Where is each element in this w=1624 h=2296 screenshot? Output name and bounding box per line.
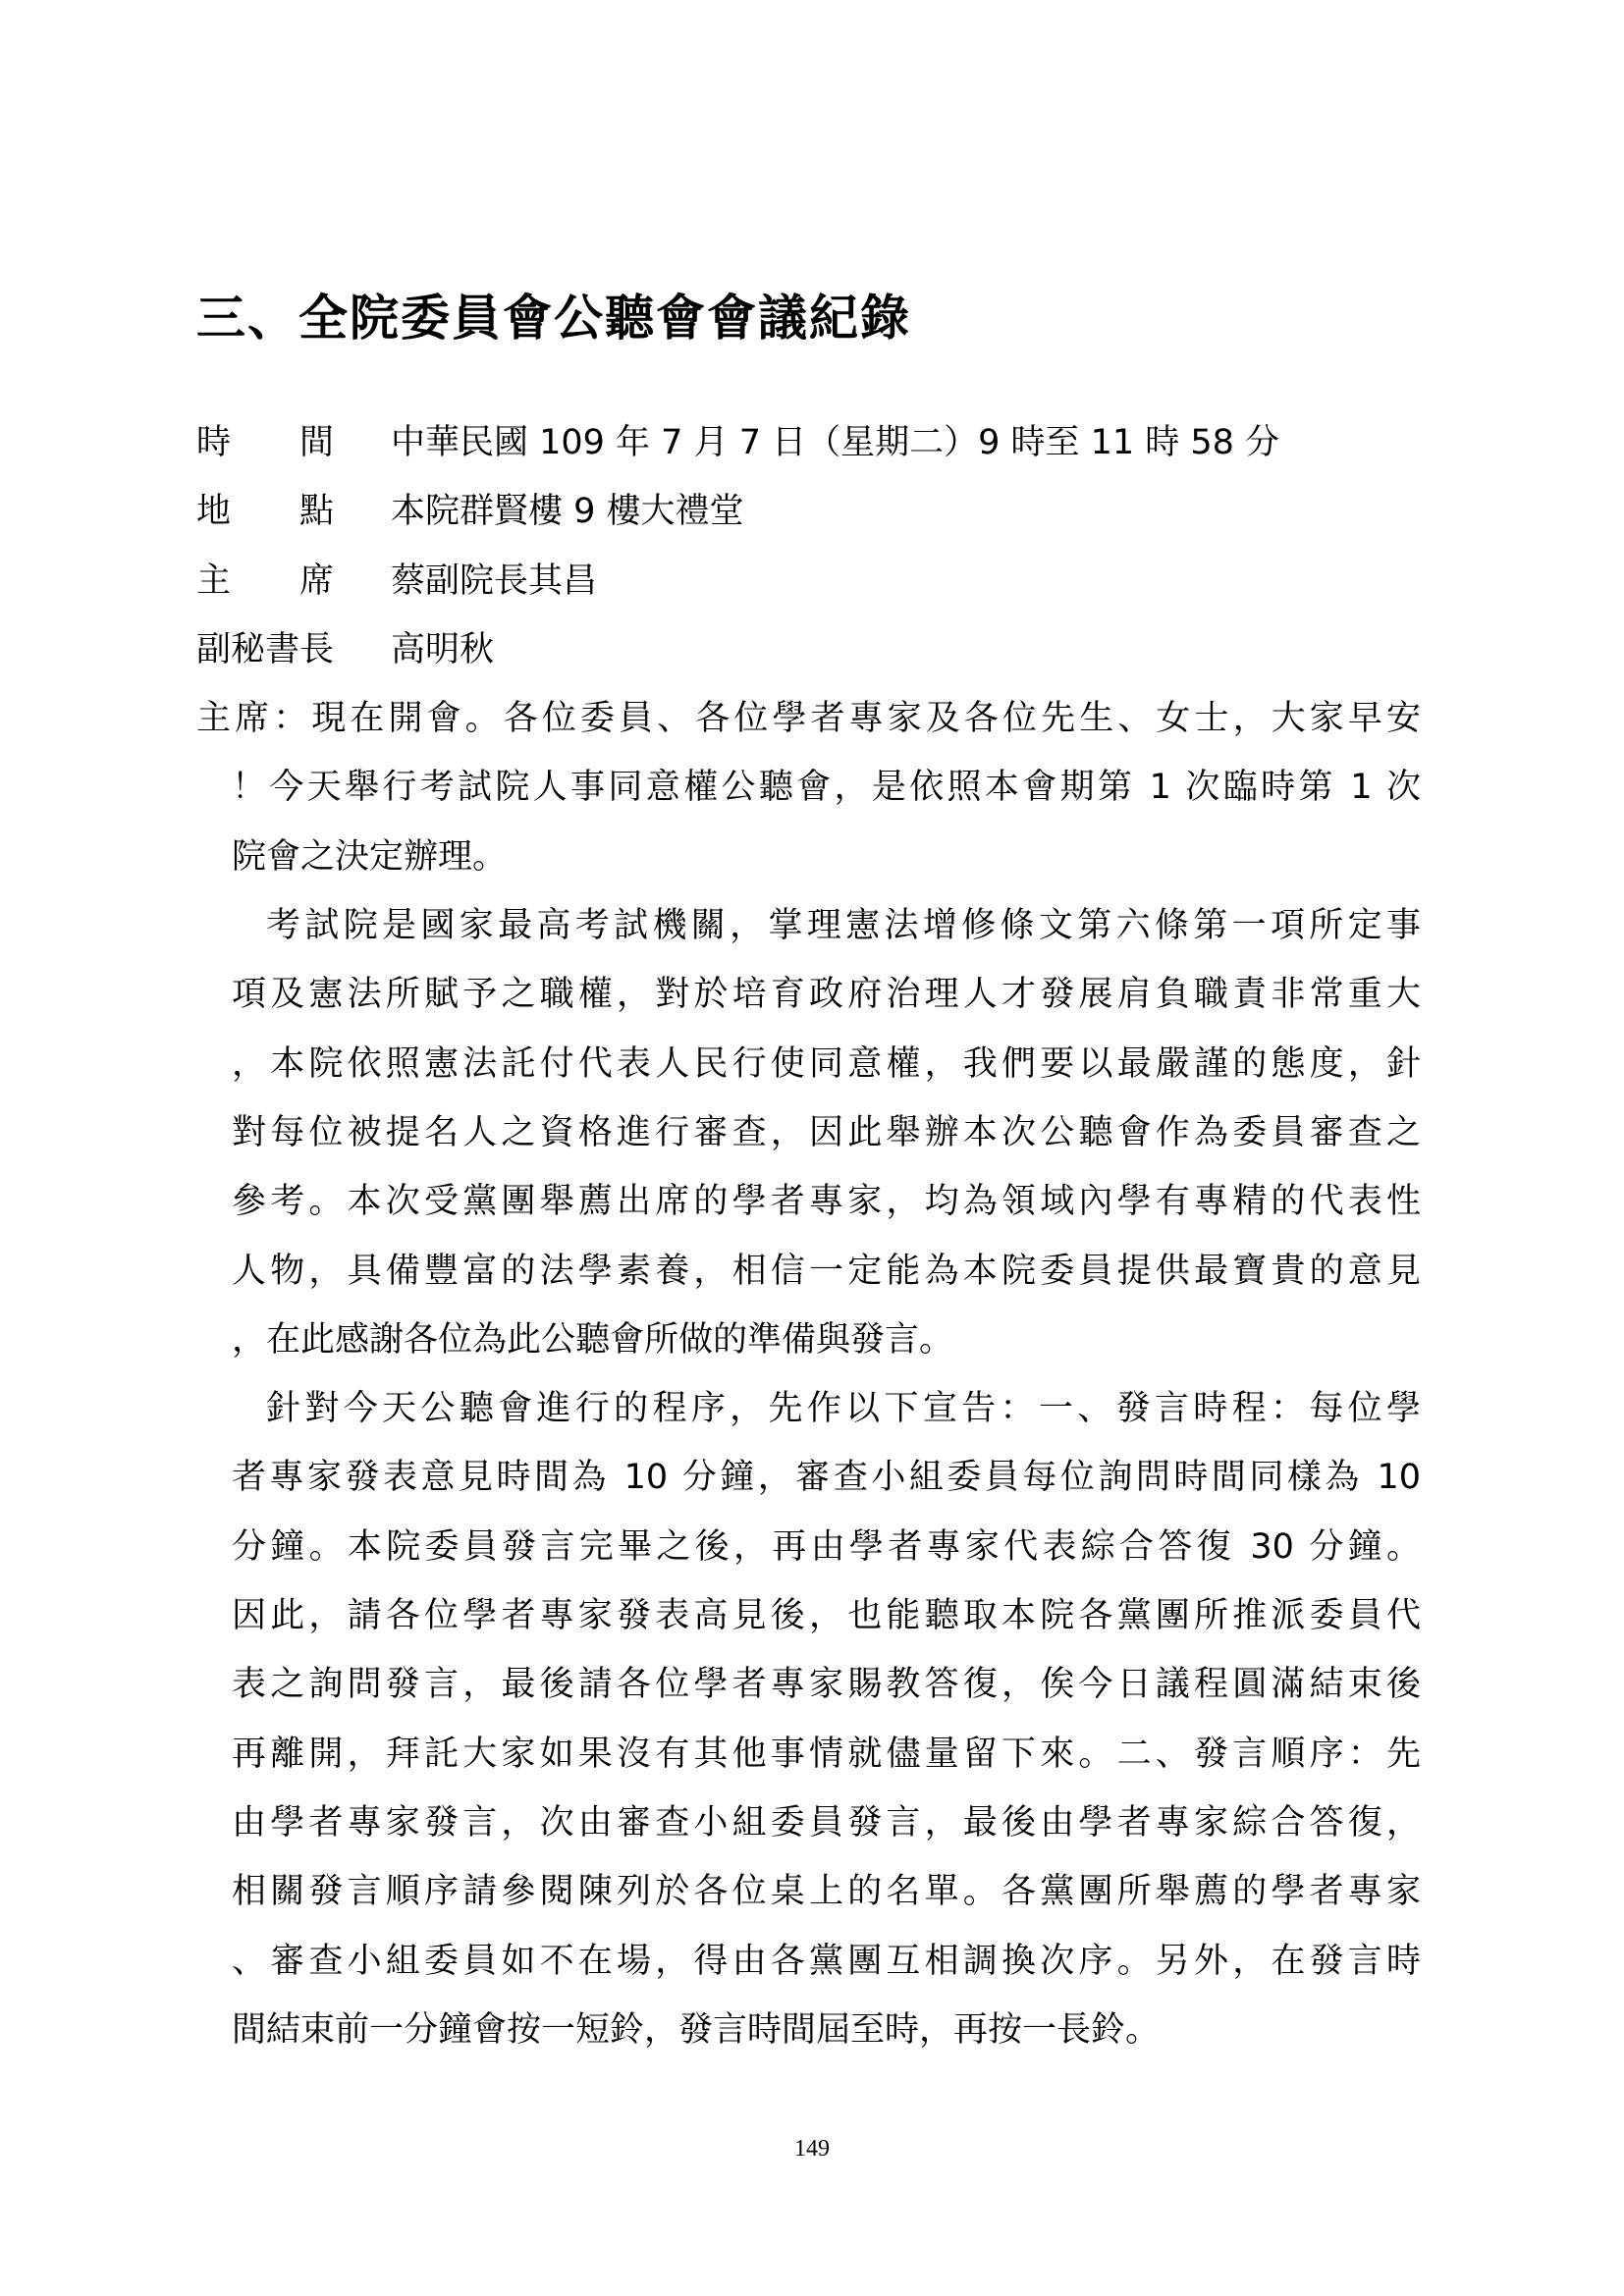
document-body — [196, 408, 1421, 2064]
text-line: 院會之決定辦理。 — [232, 836, 508, 877]
meta-value: 蔡副院長其昌 — [391, 561, 598, 601]
text-line: 針對今天公聽會進行的程序，先作以下宣告：一、發言時程：每位學 — [266, 1389, 1421, 1429]
text-line: 考試院是國家最高考試機關，掌理憲法增修條文第六條第一項所定事 — [266, 906, 1421, 946]
text-line: 間結束前一分鐘會按一短鈴，發言時間屆至時，再按一長鈴。 — [232, 2009, 1161, 2050]
meta-label: 副秘書長 — [196, 629, 335, 669]
meta-value: 中華民國 109 年 7 月 7 日（星期二）9 時至 11 時 58 分 — [391, 423, 1280, 462]
text-line: ！今天舉行考試院人事同意權公聽會，是依照本會期第 1 次臨時第 1 次 — [232, 768, 1421, 808]
text-line: 分鐘。本院委員發言完畢之後，再由學者專家代表綜合答復 30 分鐘。 — [232, 1526, 1421, 1567]
text-line: 參考。本次受黨團舉薦出席的學者專家，均為領域內學有專精的代表性 — [232, 1182, 1421, 1222]
text-line: ，本院依照憲法託付代表人民行使同意權，我們要以最嚴謹的態度，針 — [232, 1043, 1421, 1084]
paragraph-opening — [196, 684, 1421, 891]
text-line: ，在此感謝各位為此公聽會所做的準備與發言。 — [232, 1319, 954, 1360]
paragraph-procedure — [196, 1374, 1421, 2064]
meta-value: 高明秋 — [391, 629, 495, 669]
meta-label: 主席 — [196, 561, 334, 601]
meta-row-location — [196, 477, 1421, 546]
paragraph-exam-yuan — [196, 891, 1421, 1374]
text-line: 主席：現在開會。各位委員、各位學者專家及各位先生、女士，大家早安 — [196, 699, 1421, 739]
text-line: 人物，具備豐富的法學素養，相信一定能為本院委員提供最寶貴的意見 — [232, 1251, 1421, 1291]
meta-row-time — [196, 408, 1421, 477]
text-line: 因此，請各位學者專家發表高見後，也能聽取本院各黨團所推派委員代 — [232, 1596, 1421, 1636]
page-title: 三、全院委員會公聽會會議紀錄 — [196, 290, 911, 347]
meta-row-chair — [196, 547, 1421, 615]
page-number: 149 — [794, 2136, 830, 2162]
text-line: 者專家發表意見時間為 10 分鐘，審查小組委員每位詢問時間同樣為 10 — [232, 1458, 1421, 1498]
meta-label: 時間 — [196, 423, 334, 462]
text-line: 相關發言順序請參閱陳列於各位桌上的名單。各黨團所舉薦的學者專家 — [232, 1872, 1421, 1912]
text-line: 、審查小組委員如不在場，得由各黨團互相調換次序。另外，在發言時 — [232, 1941, 1421, 1981]
meta-value: 本院群賢樓 9 樓大禮堂 — [391, 492, 744, 532]
meta-label: 地點 — [196, 492, 334, 532]
text-line: 表之詢問發言，最後請各位學者專家賜教答復，俟今日議程圓滿結束後 — [232, 1665, 1421, 1705]
text-line: 由學者專家發言，次由審查小組委員發言，最後由學者專家綜合答復， — [232, 1802, 1421, 1842]
text-line: 對每位被提名人之資格進行審查，因此舉辦本次公聽會作為委員審查之 — [232, 1112, 1421, 1152]
meta-row-deputy-secretary — [196, 615, 1421, 684]
text-line: 項及憲法所賦予之職權，對於培育政府治理人才發展肩負職責非常重大 — [232, 975, 1421, 1015]
text-line: 再離開，拜託大家如果沒有其他事情就儘量留下來。二、發言順序：先 — [232, 1734, 1421, 1774]
